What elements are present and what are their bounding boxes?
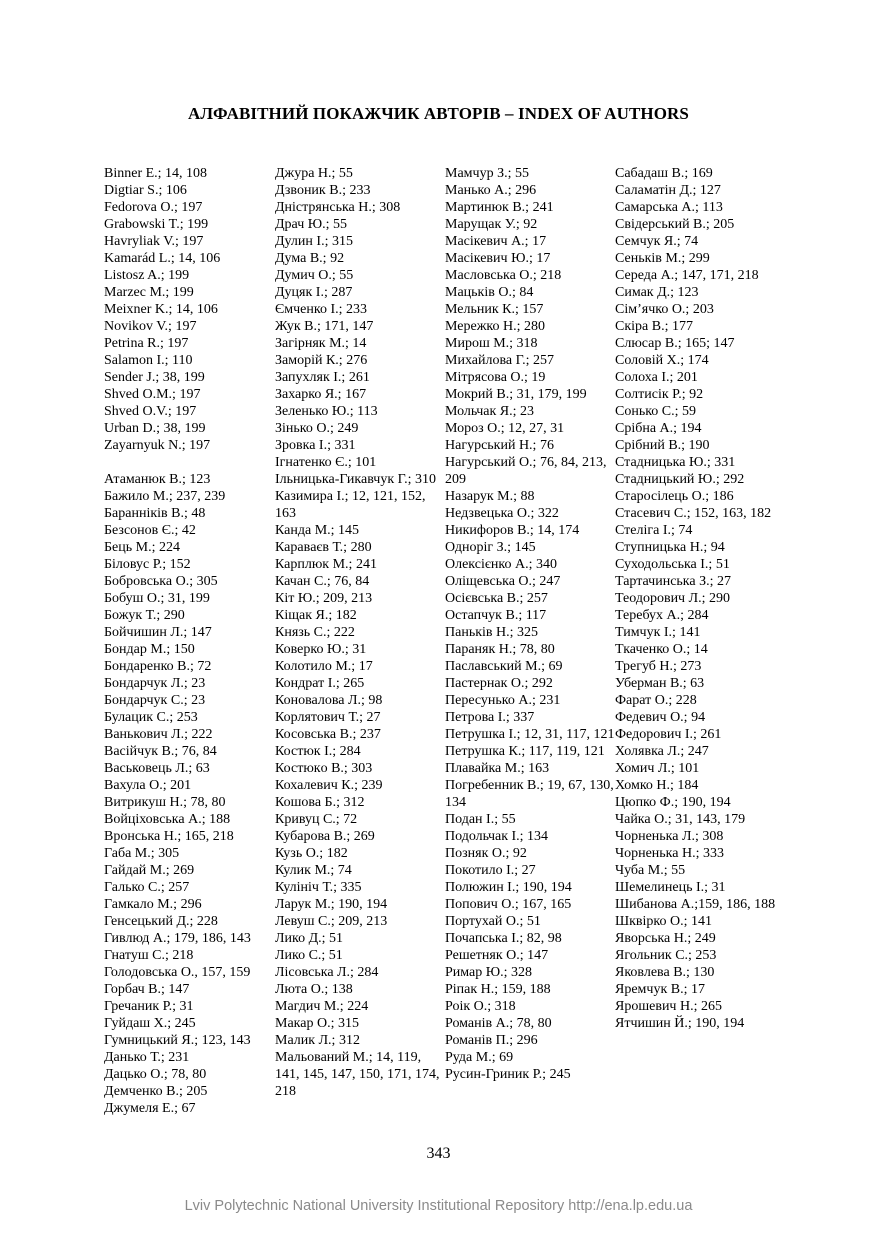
author-entry: Люта О.; 138 [275,982,353,997]
author-entry: Гивлюд А.; 179, 186, 143 [104,931,251,946]
author-entry: Kamarád L.; 14, 106 [104,251,221,266]
author-entry: Свідерський В.; 205 [615,217,735,232]
author-entry: Біловус Р.; 152 [104,557,191,572]
author-entry: Джумеля Е.; 67 [104,1101,196,1116]
author-entry: Urban D.; 38, 199 [104,421,206,436]
author-entry: Роік О.; 318 [445,999,516,1014]
author-entry: Семчук Я.; 74 [615,234,699,249]
author-entry: Теребух А.; 284 [615,608,709,623]
author-entry: Ларук М.; 190, 194 [275,897,388,912]
author-entry: Косовська В.; 237 [275,727,381,742]
author-entry: Позняк О.; 92 [445,846,527,861]
author-entry: Кіт Ю.; 209, 213 [275,591,373,606]
author-entry: Кулик М.; 74 [275,863,352,878]
author-entry: Яковлева В.; 130 [615,965,715,980]
author-entry: Оліщевська О.; 247 [445,574,561,589]
author-entry: Васійчук В.; 76, 84 [104,744,217,759]
author-column-1 [104,165,276,1117]
author-column-4 [615,165,787,1032]
author-entry: Дуцяк І.; 287 [275,285,353,300]
author-entry: Мамчур З.; 55 [445,166,529,181]
author-entry: Сабадаш В.; 169 [615,166,713,181]
author-entry: Скіра В.; 177 [615,319,693,334]
author-entry: Попович О.; 167, 165 [445,897,572,912]
author-entry: Salamon I.; 110 [104,353,193,368]
author-entry: Романів П.; 296 [445,1033,538,1048]
author-entry: Шибанова А.;159, 186, 188 [615,897,776,912]
author-entry: Самарська А.; 113 [615,200,723,215]
author-entry: Бажило М.; 237, 239 [104,489,226,504]
author-entry: Баранніків В.; 48 [104,506,206,521]
author-entry: Костюк І.; 284 [275,744,361,759]
author-entry: Sender J.; 38, 199 [104,370,205,385]
author-entry: Портухай О.; 51 [445,914,541,929]
author-entry: Мережко Н.; 280 [445,319,545,334]
author-entry: Binner E.; 14, 108 [104,166,208,181]
author-entry: Петрушка К.; 117, 119, 121 [445,744,605,759]
author-entry: Стеліга І.; 74 [615,523,693,538]
author-entry: Тартачинська З.; 27 [615,574,732,589]
author-entry: Мороз О.; 12, 27, 31 [445,421,565,436]
author-entry: Кубарова В.; 269 [275,829,375,844]
author-entry: Zayarnyuk N.; 197 [104,438,211,453]
author-entry: Ємченко І.; 233 [275,302,367,317]
author-entry: Ріпак Н.; 159, 188 [445,982,551,997]
author-entry: Лико Д.; 51 [275,931,344,946]
author-entry: Запухляк І.; 261 [275,370,370,385]
author-entry: Havryliak V.; 197 [104,234,204,249]
author-entry: Мальований М.; 14, 119, 141, 145, 147, 150, 171, 174, 218 [275,1050,440,1099]
author-entry: Симак Д.; 123 [615,285,699,300]
author-entry: Римар Ю.; 328 [445,965,533,980]
author-entry: Ягольник С.; 253 [615,948,717,963]
author-entry: Подольчак І.; 134 [445,829,549,844]
author-entry: Джура Н.; 55 [275,166,353,181]
author-entry: Кіщак Я.; 182 [275,608,357,623]
author-entry: Марущак У.; 92 [445,217,538,232]
author-entry: Бондарчук Л.; 23 [104,676,206,691]
author-entry: Жук В.; 171, 147 [275,319,374,334]
author-entry: Бець М.; 224 [104,540,180,555]
author-entry: Покотило І.; 27 [445,863,536,878]
author-entry: Вахула О.; 201 [104,778,192,793]
author-entry: Чорненька Л.; 308 [615,829,724,844]
author-entry: Макар О.; 315 [275,1016,359,1031]
author-entry: Petrina R.; 197 [104,336,189,351]
author-entry: Ткаченко О.; 14 [615,642,708,657]
author-entry: Shved O.V.; 197 [104,404,197,419]
author-entry: Мокрий В.; 31, 179, 199 [445,387,587,402]
author-entry: Паньків Н.; 325 [445,625,539,640]
author-entry: Холявка Л.; 247 [615,744,709,759]
author-entry: Атаманюк В.; 123 [104,472,211,487]
author-entry: Русин-Гриник Р.; 245 [445,1067,571,1082]
author-entry: Саламатін Д.; 127 [615,183,721,198]
author-entry: Драч Ю.; 55 [275,217,348,232]
author-entry: Солоха І.; 201 [615,370,698,385]
author-entry: Бобровська О.; 305 [104,574,218,589]
author-entry: Лико С.; 51 [275,948,343,963]
author-entry: Фарат О.; 228 [615,693,697,708]
author-entry: Novikov V.; 197 [104,319,197,334]
author-entry: Полюжин І.; 190, 194 [445,880,572,895]
author-entry: Кривуц С.; 72 [275,812,358,827]
author-entry: Костюкo В.; 303 [275,761,373,776]
author-entry: Гречаник Р.; 31 [104,999,194,1014]
author-entry: Середа А.; 147, 171, 218 [615,268,759,283]
author-entry: Гайдай М.; 269 [104,863,195,878]
author-entry: Параняк Н.; 78, 80 [445,642,555,657]
author-entry: Князь С.; 222 [275,625,355,640]
author-entry: Слюсар В.; 165; 147 [615,336,735,351]
author-entry: Кошова Б.; 312 [275,795,365,810]
author-entry: Ярошевич Н.; 265 [615,999,722,1014]
author-entry: Digtiar S.; 106 [104,183,187,198]
author-entry: Данько Т.; 231 [104,1050,190,1065]
author-entry: Бондарчук С.; 23 [104,693,206,708]
author-entry: Нагурський О.; 76, 84, 213, 209 [445,455,607,487]
author-entry: Бондар М.; 150 [104,642,195,657]
author-entry: Кохалевич К.; 239 [275,778,383,793]
author-entry: Коверко Ю.; 31 [275,642,367,657]
author-entry: Тимчук І.; 141 [615,625,701,640]
author-entry: Почапська І.; 82, 98 [445,931,562,946]
author-entry: Стадницька Ю.; 331 [615,455,736,470]
author-entry: Shved O.M.; 197 [104,387,201,402]
author-entry: Пастернак О.; 292 [445,676,553,691]
author-entry: Войціховська А.; 188 [104,812,231,827]
author-entry: Яремчук В.; 17 [615,982,705,997]
author-entry: Масікевич А.; 17 [445,234,547,249]
author-column-3 [445,165,617,1083]
repository-footer: Lviv Polytechnic National University Institutional Repository http://ena.lp.edu.ua [184,1198,693,1214]
author-entry: Решетняк О.; 147 [445,948,549,963]
author-entry: Яворська Н.; 249 [615,931,716,946]
author-entry: Генсецький Д.; 228 [104,914,218,929]
author-entry: Сонько С.; 59 [615,404,697,419]
author-entry: Паславський М.; 69 [445,659,563,674]
author-entry: Колотило М.; 17 [275,659,373,674]
group-spacer [104,454,276,471]
author-entry: Демченко В.; 205 [104,1084,208,1099]
author-entry: Дулин І.; 315 [275,234,353,249]
author-entry: Суходольська І.; 51 [615,557,730,572]
author-entry: Гнатуш С.; 218 [104,948,194,963]
author-entry: Шемелинець І.; 31 [615,880,726,895]
author-entry: Вронська Н.; 165, 218 [104,829,234,844]
author-entry: Солтисік Р.; 92 [615,387,704,402]
author-entry: Масікевич Ю.; 17 [445,251,551,266]
author-entry: Думич О.; 55 [275,268,354,283]
author-entry: Срібна А.; 194 [615,421,702,436]
author-entry: Чайка О.; 31, 143, 179 [615,812,746,827]
author-entry: Левуш С.; 209, 213 [275,914,388,929]
author-entry: Подан І.; 55 [445,812,516,827]
author-entry: Meixner K.; 14, 106 [104,302,218,317]
page-title: АЛФАВІТНИЙ ПОКАЖЧИК АВТОРІВ – INDEX OF AUTHORS [188,104,689,123]
author-entry: Назарук М.; 88 [445,489,535,504]
author-entry: Дзвоник В.; 233 [275,183,371,198]
author-entry: Качан С.; 76, 84 [275,574,370,589]
author-entry: Срібний В.; 190 [615,438,710,453]
author-entry: Кузь О.; 182 [275,846,348,861]
author-entry: Федевич О.; 94 [615,710,706,725]
author-entry: Руда М.; 69 [445,1050,514,1065]
author-entry: Заморій К.; 276 [275,353,368,368]
author-entry: Теодорович Л.; 290 [615,591,730,606]
author-entry: Стадницький Ю.; 292 [615,472,745,487]
author-entry: Хомич Л.; 101 [615,761,700,776]
author-entry: Магдич М.; 224 [275,999,369,1014]
author-entry: Канда М.; 145 [275,523,360,538]
author-entry: Гумницький Я.; 123, 143 [104,1033,251,1048]
author-entry: Безсонов Є.; 42 [104,523,196,538]
author-entry: Васьковець Л.; 63 [104,761,210,776]
author-entry: Marzec M.; 199 [104,285,194,300]
author-entry: Трегуб Н.; 273 [615,659,702,674]
author-entry: Романів А.; 78, 80 [445,1016,552,1031]
author-entry: Одноріг З.; 145 [445,540,536,555]
author-entry: Голодовська О., 157, 159 [104,965,251,980]
author-entry: Старосілець О.; 186 [615,489,734,504]
author-entry: Сеньків М.; 299 [615,251,710,266]
author-column-2 [275,165,447,1100]
author-entry: Каравaєв Т.; 280 [275,540,372,555]
author-entry: Fedorova O.; 197 [104,200,203,215]
author-entry: Загірняк М.; 14 [275,336,367,351]
author-entry: Цюпко Ф.; 190, 194 [615,795,731,810]
author-entry: Соловій Х.; 174 [615,353,709,368]
author-entry: Масловська О.; 218 [445,268,562,283]
author-entry: Захарко Я.; 167 [275,387,367,402]
author-entry: Дума В.; 92 [275,251,345,266]
author-entry: Зеленько Ю.; 113 [275,404,378,419]
author-entry: Уберман В.; 63 [615,676,705,691]
author-entry: Булацик С.; 253 [104,710,198,725]
author-entry: Стасевич С.; 152, 163, 182 [615,506,772,521]
author-entry: Зровка І.; 331 [275,438,356,453]
author-entry: Олексієнко А.; 340 [445,557,557,572]
author-entry: Михайлова Г.; 257 [445,353,554,368]
author-entry: Мартинюк В.; 241 [445,200,554,215]
author-entry: Listosz A.; 199 [104,268,190,283]
author-entry: Осієвська В.; 257 [445,591,548,606]
author-entry: Гуйдаш Х.; 245 [104,1016,196,1031]
author-entry: Grabowski T.; 199 [104,217,209,232]
author-entry: Ятчишин Й.; 190, 194 [615,1016,745,1031]
author-entry: Корлятович Т.; 27 [275,710,381,725]
author-entry: Манько А.; 296 [445,183,537,198]
author-entry: Бобуш О.; 31, 199 [104,591,210,606]
author-entry: Ступницька Н.; 94 [615,540,725,555]
author-entry: Шквірко О.; 141 [615,914,713,929]
author-entry: Остапчук В.; 117 [445,608,547,623]
author-entry: Ігнатенко Є.; 101 [275,455,377,470]
author-entry: Малик Л.; 312 [275,1033,360,1048]
author-entry: Лісовська Л.; 284 [275,965,379,980]
author-entry: Галько С.; 257 [104,880,190,895]
author-entry: Чорненька Н.; 333 [615,846,724,861]
author-entry: Пересунько А.; 231 [445,693,561,708]
author-entry: Мітрясова О.; 19 [445,370,546,385]
author-entry: Кондрат І.; 265 [275,676,365,691]
author-entry: Петрушка І.; 12, 31, 117, 121 [445,727,615,742]
author-entry: Бондаренко В.; 72 [104,659,212,674]
author-entry: Дністрянська Н.; 308 [275,200,401,215]
author-entry: Коновалова Л.; 98 [275,693,383,708]
author-entry: Бойчишин Л.; 147 [104,625,212,640]
author-entry: Плавайка М.; 163 [445,761,550,776]
author-entry: Ільницька-Гикавчук Г.; 310 [275,472,437,487]
author-entry: Ванькович Л.; 222 [104,727,213,742]
author-entry: Габа М.; 305 [104,846,180,861]
author-entry: Дацько О.; 78, 80 [104,1067,207,1082]
author-entry: Мацьків О.; 84 [445,285,534,300]
author-entry: Зінько О.; 249 [275,421,359,436]
author-entry: Сім’ячко О.; 203 [615,302,714,317]
author-entry: Мельник К.; 157 [445,302,544,317]
author-entry: Горбач В.; 147 [104,982,190,997]
author-entry: Мольчак Я.; 23 [445,404,535,419]
author-entry: Недзвецька О.; 322 [445,506,559,521]
author-entry: Хомко Н.; 184 [615,778,699,793]
author-entry: Петрова І.; 337 [445,710,535,725]
author-entry: Карплюк М.; 241 [275,557,377,572]
author-entry: Гамкало М.; 296 [104,897,202,912]
author-entry: Мирош М.; 318 [445,336,538,351]
author-entry: Чуба М.; 55 [615,863,686,878]
author-entry: Федорович І.; 261 [615,727,722,742]
page-number: 343 [426,1145,451,1162]
author-entry: Никифоров В.; 14, 174 [445,523,580,538]
author-entry: Кулініч Т.; 335 [275,880,362,895]
author-entry: Погребенник В.; 19, 67, 130, 134 [445,778,614,810]
author-entry: Божук Т.; 290 [104,608,185,623]
author-entry: Нагурський Н.; 76 [445,438,554,453]
author-entry: Витрикуш Н.; 78, 80 [104,795,226,810]
author-entry: Казимира І.; 12, 121, 152, 163 [275,489,426,521]
